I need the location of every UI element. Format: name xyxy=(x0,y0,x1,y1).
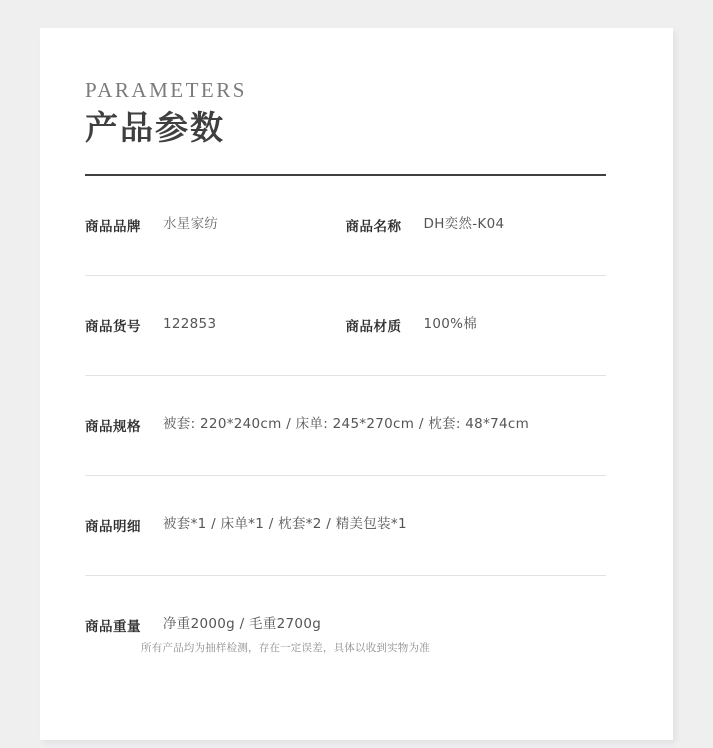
spec-value: 被套: 220*240cm / 床单: 245*270cm / 枕套: 48*74cm xyxy=(163,416,530,433)
spec-label: 商品规格 xyxy=(85,419,141,436)
spec-value: 100%棉 xyxy=(423,316,478,333)
table-row xyxy=(85,176,606,276)
table-row xyxy=(85,376,606,476)
spec-value: 净重2000g / 毛重2700g xyxy=(163,616,322,633)
spec-label: 商品货号 xyxy=(85,319,141,336)
spec-label: 商品名称 xyxy=(345,219,402,236)
spec-cell-weight xyxy=(85,614,606,655)
spec-cell-size xyxy=(85,414,606,435)
table-row xyxy=(85,576,606,676)
spec-value-group xyxy=(141,614,430,655)
spec-value: 水星家纺 xyxy=(163,216,219,233)
page-title: 产品参数 xyxy=(85,108,225,148)
spec-cell-sku xyxy=(85,314,346,335)
table-row xyxy=(85,476,606,576)
spec-cell-material xyxy=(346,314,607,335)
spec-cell-brand xyxy=(85,214,346,235)
table-row xyxy=(85,276,606,376)
spec-value: 122853 xyxy=(163,316,217,333)
spec-value: 被套*1 / 床单*1 / 枕套*2 / 精美包装*1 xyxy=(163,516,407,533)
spec-cell-name xyxy=(346,214,607,235)
card-inner xyxy=(85,78,643,676)
spec-label: 商品品牌 xyxy=(85,219,141,236)
spec-note: 所有产品均为抽样检测，存在一定误差，具体以收到实物为准 xyxy=(141,642,430,655)
section-eyebrow: PARAMETERS xyxy=(85,78,247,102)
spec-table xyxy=(85,176,606,676)
spec-label: 商品明细 xyxy=(85,519,141,536)
spec-value: DH奕然-K04 xyxy=(423,216,505,233)
spec-label: 商品材质 xyxy=(345,319,402,336)
spec-label: 商品重量 xyxy=(85,619,141,636)
parameters-card xyxy=(40,28,673,740)
spec-cell-contents xyxy=(85,514,606,535)
